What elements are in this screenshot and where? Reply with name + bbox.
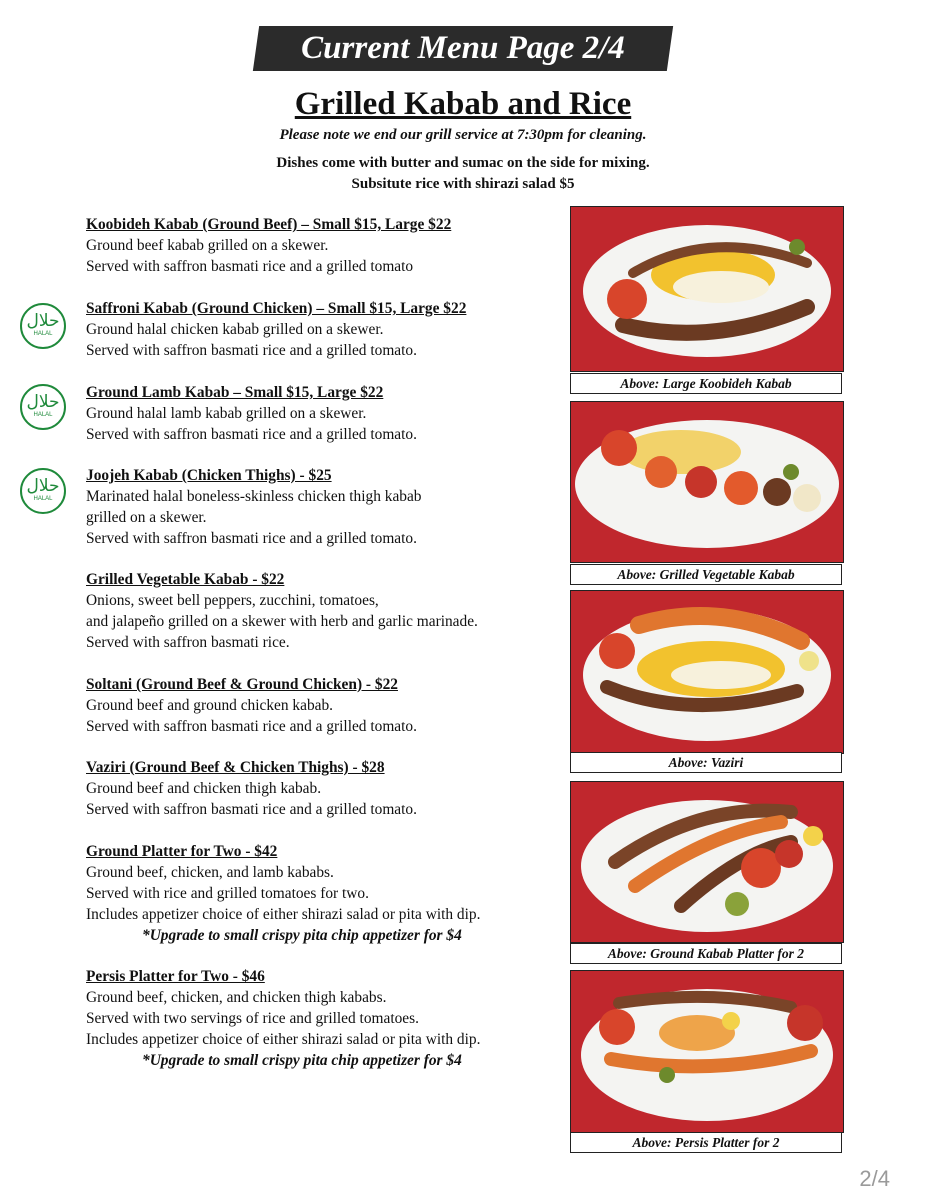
- menu-item-line: Served with saffron basmati rice and a grilled tomato.: [86, 801, 417, 818]
- photo-caption: Above: Persis Platter for 2: [570, 1132, 842, 1153]
- menu-item-joojeh: [86, 465, 564, 549]
- menu-item-title: Soltani (Ground Beef & Ground Chicken) - $22: [86, 676, 398, 693]
- photo-caption: Above: Grilled Vegetable Kabab: [570, 564, 842, 585]
- menu-item-ground-lamb: [86, 382, 564, 445]
- halal-icon: [20, 303, 66, 349]
- menu-item-title: Joojeh Kabab (Chicken Thighs) - $25: [86, 467, 332, 484]
- grill-service-note: Please note we end our grill service at 7:30pm for cleaning.: [279, 127, 647, 143]
- photo-vaziri: [570, 590, 844, 754]
- menu-item-line: Served with saffron basmati rice and a grilled tomato.: [86, 718, 417, 735]
- photo-caption: Above: Vaziri: [570, 752, 842, 773]
- menu-item-line: grilled on a skewer.: [86, 509, 207, 526]
- menu-item-line: Served with saffron basmati rice and a grilled tomato: [86, 258, 414, 275]
- menu-item-koobideh: [86, 214, 564, 277]
- photo-caption: Above: Ground Kabab Platter for 2: [570, 943, 842, 964]
- menu-item-ground-platter: [86, 841, 564, 946]
- menu-item-line: Ground beef and chicken thigh kabab.: [86, 780, 322, 797]
- page-number: 2/4: [859, 1166, 890, 1191]
- menu-item-title: Saffroni Kabab (Ground Chicken) – Small $15, Large $22: [86, 300, 467, 317]
- menu-item-title: Ground Platter for Two - $42: [86, 843, 278, 860]
- menu-item-title: Ground Lamb Kabab – Small $15, Large $22: [86, 384, 384, 401]
- menu-item-line: Served with saffron basmati rice.: [86, 634, 290, 651]
- halal-icon: [20, 384, 66, 430]
- photo-grilled-vegetable: [570, 401, 844, 563]
- upgrade-note: *Upgrade to small crispy pita chip appetizer for $4: [142, 927, 462, 944]
- menu-item-saffroni: [86, 298, 564, 361]
- menu-item-vaziri: [86, 757, 564, 820]
- halal-arabic-text: حلال: [26, 392, 60, 412]
- menu-item-title: Koobideh Kabab (Ground Beef) – Small $15, Large $22: [86, 216, 452, 233]
- menu-item-line: Ground beef, chicken, and lamb kababs.: [86, 864, 334, 881]
- halal-icon: [20, 468, 66, 514]
- halal-label: HALAL: [33, 412, 53, 418]
- menu-item-title: Grilled Vegetable Kabab - $22: [86, 571, 285, 588]
- menu-item-title: Persis Platter for Two - $46: [86, 968, 265, 985]
- photo-caption: Above: Large Koobideh Kabab: [570, 373, 842, 394]
- halal-arabic-text: حلال: [26, 311, 60, 331]
- menu-item-line: Ground beef kabab grilled on a skewer.: [86, 237, 329, 254]
- menu-item-line: Served with rice and grilled tomatoes for two.: [86, 885, 369, 902]
- menu-item-line: Served with saffron basmati rice and a grilled tomato.: [86, 426, 417, 443]
- photo-ground-platter: [570, 781, 844, 943]
- menu-item-line: Marinated halal boneless-skinless chicken thigh kabab: [86, 488, 422, 505]
- menu-item-title: Vaziri (Ground Beef & Chicken Thighs) - $28: [86, 759, 385, 776]
- menu-item-line: and jalapeño grilled on a skewer with herb and garlic marinade.: [86, 613, 478, 630]
- header-banner: Current Menu Page 2/4: [301, 30, 625, 66]
- page-title: Grilled Kabab and Rice: [294, 86, 632, 122]
- menu-item-line: Ground halal lamb kabab grilled on a skewer.: [86, 405, 367, 422]
- halal-arabic-text: حلال: [26, 476, 60, 496]
- menu-item-grilled-vegetable: [86, 569, 564, 653]
- rice-substitute-note: Subsitute rice with shirazi salad $5: [351, 176, 575, 192]
- menu-item-line: Includes appetizer choice of either shirazi salad or pita with dip.: [86, 1031, 481, 1048]
- menu-item-line: Ground beef and ground chicken kabab.: [86, 697, 334, 714]
- menu-item-line: Served with saffron basmati rice and a grilled tomato.: [86, 530, 417, 547]
- halal-label: HALAL: [33, 496, 53, 502]
- butter-sumac-note: Dishes come with butter and sumac on the side for mixing.: [276, 155, 650, 171]
- halal-label: HALAL: [33, 331, 53, 337]
- photo-koobideh: [570, 206, 844, 372]
- upgrade-note: *Upgrade to small crispy pita chip appetizer for $4: [142, 1052, 462, 1069]
- menu-item-line: Includes appetizer choice of either shirazi salad or pita with dip.: [86, 906, 481, 923]
- menu-item-line: Served with saffron basmati rice and a grilled tomato.: [86, 342, 417, 359]
- menu-item-persis-platter: [86, 966, 564, 1071]
- menu-item-line: Onions, sweet bell peppers, zucchini, tomatoes,: [86, 592, 379, 609]
- photo-persis-platter: [570, 970, 844, 1133]
- menu-item-line: Served with two servings of rice and grilled tomatoes.: [86, 1010, 419, 1027]
- menu-item-soltani: [86, 674, 564, 737]
- menu-item-line: Ground beef, chicken, and chicken thigh kababs.: [86, 989, 387, 1006]
- menu-item-line: Ground halal chicken kabab grilled on a skewer.: [86, 321, 384, 338]
